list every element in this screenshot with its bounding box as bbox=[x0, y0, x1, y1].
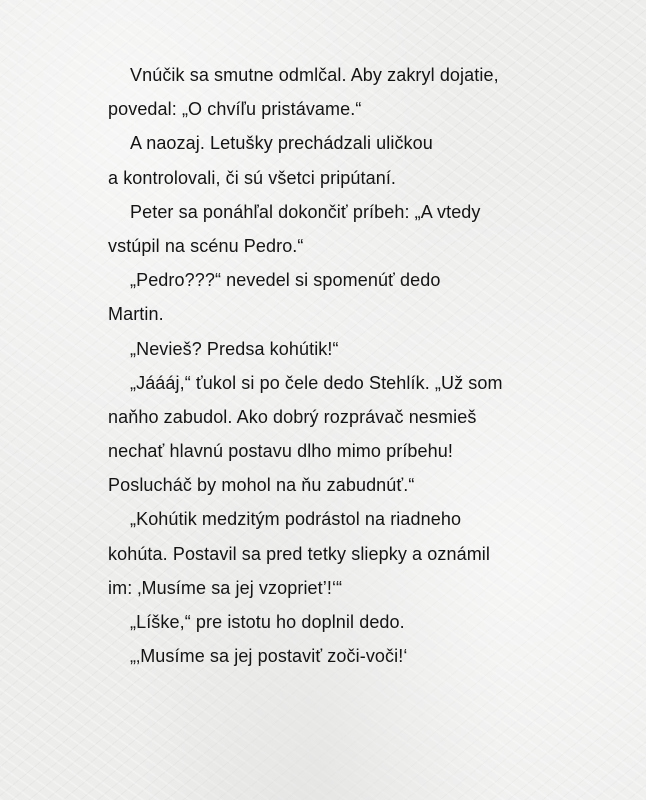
text-line: „Pedro???“ nevedel si spomenúť dedo bbox=[130, 270, 441, 291]
text-line: Vnúčik sa smutne odmlčal. Aby zakryl dojatie, bbox=[130, 65, 499, 85]
text-line: a kontrolovali, či sú všetci pripútaní. bbox=[108, 167, 397, 188]
text-line: „Jáááj,“ ťukol si po čele dedo Stehlík. „Už som bbox=[130, 372, 503, 393]
text-line: „‚Musíme sa jej postaviť zoči-voči!‘ bbox=[130, 646, 408, 667]
text-line: vstúpil na scénu Pedro.“ bbox=[108, 235, 304, 256]
text-line: Peter sa ponáhľal dokončiť príbeh: „A vtedy bbox=[130, 201, 481, 222]
text-line: kohúta. Postavil sa pred tetky sliepky a oznámil bbox=[108, 543, 490, 564]
text-line: A naozaj. Letušky prechádzali uličkou bbox=[130, 133, 433, 154]
text-line: naňho zabudol. Ako dobrý rozprávač nesmieš bbox=[108, 406, 477, 427]
text-line: im: ‚Musíme sa jej vzopriet’!‘“ bbox=[108, 577, 343, 598]
text-line: povedal: „O chvíľu pristávame.“ bbox=[108, 99, 362, 120]
text-line: „Kohútik medzitým podrástol na riadneho bbox=[130, 509, 462, 530]
text-line: „Nevieš? Predsa kohútik!“ bbox=[130, 338, 339, 359]
text-line: nechať hlavnú postavu dlho mimo príbehu! bbox=[108, 441, 453, 462]
text-line: „Líške,“ pre istotu ho doplnil dedo. bbox=[130, 612, 405, 632]
book-page-text bbox=[108, 58, 608, 673]
text-line: Poslucháč by mohol na ňu zabudnúť.“ bbox=[108, 475, 415, 496]
text-line: Martin. bbox=[108, 304, 164, 325]
